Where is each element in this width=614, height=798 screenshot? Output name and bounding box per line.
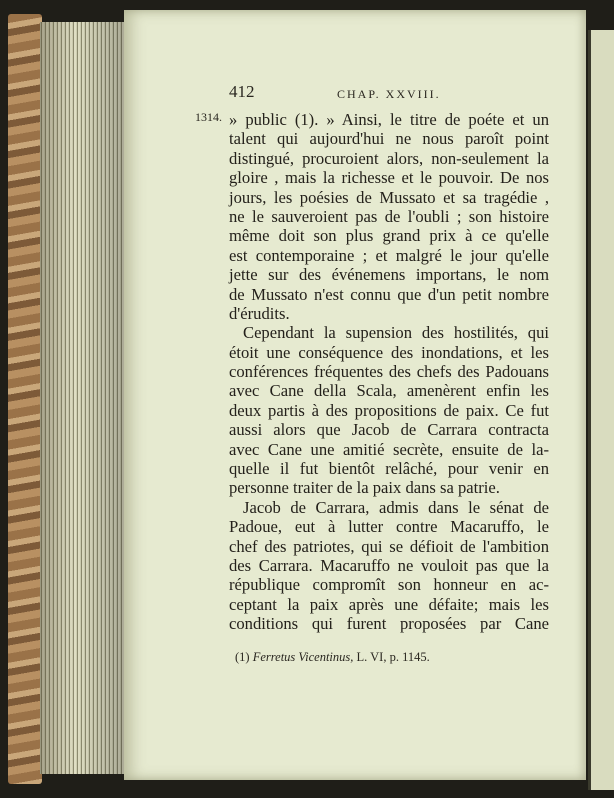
footnote-source: Ferretus Vicentinus,: [252, 650, 354, 664]
text-line: jours, les poésies de Mussato et sa tragédie ,: [229, 187, 549, 207]
text-line: deux partis à des propositions de paix. Ce fut: [229, 400, 549, 420]
body-text: [229, 110, 549, 634]
text-line: jette sur des événemens importans, le nom: [229, 265, 549, 285]
text-line: république compromît son honneur en ac-: [229, 575, 549, 595]
text-line: aussi alors que Jacob de Carrara contracta: [229, 420, 549, 440]
text-line: avec Cane une amitié secrète, ensuite de la-: [229, 439, 549, 459]
marbled-edge: [8, 14, 42, 784]
text-line: conférences fréquentes des chefs des Padouans: [229, 362, 549, 382]
text-line: étoit une conséquence des inondations, et les: [229, 342, 549, 362]
chapter-heading: CHAP. XXVIII.: [337, 87, 441, 101]
text-line: avec Cane della Scala, amenèrent enfin les: [229, 381, 549, 401]
text-line: chef des patriotes, qui se défioit de l'ambition: [229, 536, 549, 556]
text-line: talent qui aujourd'hui ne nous paroît point: [229, 129, 549, 149]
paragraph: [229, 498, 549, 634]
text-line: quelle il fut bientôt relâché, pour venir en: [229, 459, 549, 479]
footnote: (1) Ferretus Vicentinus, L. VI, p. 1145.: [235, 650, 430, 664]
text-line: » public (1). » Ainsi, le titre de poéte et un: [229, 110, 549, 129]
text-line: Jacob de Carrara, admis dans le sénat de: [243, 497, 549, 517]
margin-year: 1314.: [195, 110, 222, 124]
text-line: Cependant la supension des hostilités, qui: [243, 323, 549, 343]
text-line: gloire , mais la richesse et le pouvoir. De nos: [229, 168, 549, 188]
facing-page-edge: [588, 30, 614, 790]
page-number: 412: [229, 82, 255, 101]
text-line: ne le sauveroient pas de l'oubli ; son histoire: [229, 206, 549, 226]
text-line: distingué, procuroient alors, non-seulement la: [229, 148, 549, 168]
paragraph: [229, 110, 549, 323]
text-line: Padoue, eut à lutter contre Macaruffo, le: [229, 517, 549, 537]
text-line: ceptant la paix après une défaite; mais les: [229, 594, 549, 614]
text-line: de Mussato n'est connu que d'un petit nombre: [229, 284, 549, 304]
text-line: même doit son plus grand prix à ce qu'elle: [229, 226, 549, 246]
text-line: d'érudits.: [229, 303, 290, 323]
text-line: conditions qui furent proposées par Cane: [229, 614, 549, 634]
text-line: des Carrara. Macaruffo ne vouloit pas que la: [229, 555, 549, 575]
text-line: personne traiter de la paix dans sa patrie.: [229, 478, 500, 498]
paragraph: [229, 323, 549, 498]
text-line: est contemporaine ; et malgré le jour qu'elle: [229, 245, 549, 265]
footnote-ref: L. VI, p. 1145.: [356, 650, 430, 664]
